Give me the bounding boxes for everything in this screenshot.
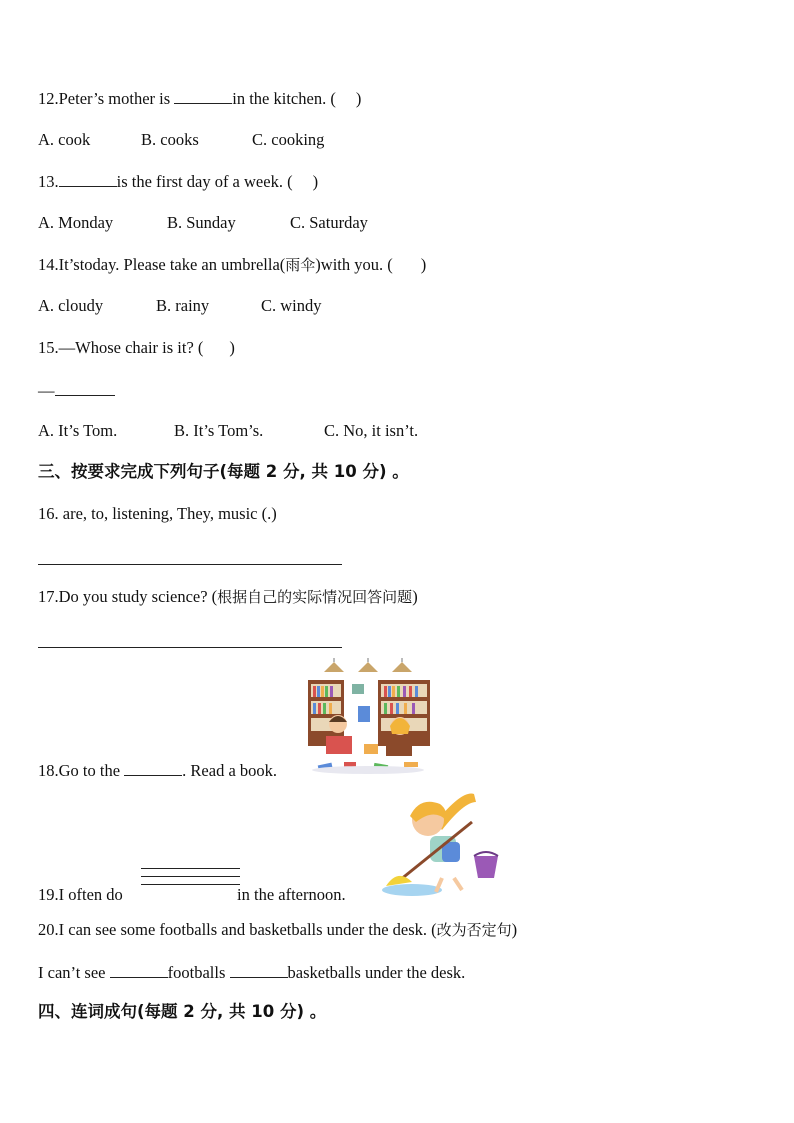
question-17 [38,587,418,607]
q17-close: ) [412,587,418,606]
q17-chinese: 根据自己的实际情况回答问题 [217,588,413,606]
q13-blank[interactable] [59,171,117,187]
q16-answer-line[interactable] [38,564,342,565]
q12-prefix: 12.Peter’s mother is [38,89,175,108]
question-15 [38,338,235,358]
q13-option-c[interactable]: C. Saturday [290,213,368,232]
q15-option-c[interactable]: C. No, it isn’t. [324,421,419,440]
q18-blank[interactable] [124,760,182,776]
question-12 [38,88,361,109]
section-3-title: 三、按要求完成下列句子(每题 2 分, 共 10 分) 。 [38,462,409,481]
mopping-girl-illustration [376,782,506,900]
q20-answer [38,962,465,983]
section-4-title: 四、连词成句(每题 2 分, 共 10 分) 。 [38,1002,327,1021]
q17-text: 17.Do you study science? ( [38,587,218,606]
q20-answer-prefix: I can’t see [38,963,110,982]
q14-close: ) [420,255,427,274]
q12-options [38,130,324,150]
q12-option-a[interactable]: A. cook [38,130,91,149]
question-16: 16. are, to, listening, They, music (.) [38,504,277,523]
q14-options [38,296,322,316]
q18-suffix: . Read a book. [182,761,278,780]
q14-option-c[interactable]: C. windy [261,296,322,315]
q13-options [38,213,368,233]
q20-blank-2[interactable] [230,962,288,978]
q19-suffix: in the afternoon. [232,885,346,904]
question-20 [38,920,517,940]
q14-chinese: 雨伞 [285,256,316,274]
q15-response [38,380,115,401]
q12-option-b[interactable]: B. cooks [141,130,199,149]
question-19 [38,885,346,905]
q15-blank[interactable] [55,380,115,396]
q14-suffix: )with you. ( [315,255,393,274]
library-illustration [304,658,434,776]
q20-close: ) [511,920,518,939]
q14-prefix: 14.It’stoday. Please take an umbrella( [38,255,286,274]
q12-suffix: in the kitchen. ( [232,89,336,108]
q15-close: ) [229,338,235,357]
q15-options [38,421,418,441]
q13-option-b[interactable]: B. Sunday [167,213,236,232]
question-14 [38,255,426,275]
q12-close: ) [355,89,362,108]
q15-prefix: 15.—Whose chair is it? ( [38,338,204,357]
q20-answer-suffix: basketballs under the desk. [287,963,466,982]
question-18 [38,760,277,781]
q20-answer-mid: footballs [167,963,230,982]
q13-prefix: 13. [38,172,59,191]
q14-option-a[interactable]: A. cloudy [38,296,104,315]
q20-text: 20.I can see some footballs and basketballs under the desk. ( [38,920,437,939]
q13-close: ) [312,172,319,191]
q15-option-b[interactable]: B. It’s Tom’s. [174,421,264,440]
q12-option-c[interactable]: C. cooking [252,130,325,149]
q20-chinese: 改为否定句 [436,921,512,939]
q18-prefix: 18.Go to the [38,761,125,780]
question-13 [38,171,318,192]
q20-blank-1[interactable] [110,962,168,978]
q14-option-b[interactable]: B. rainy [156,296,210,315]
q13-suffix: is the first day of a week. ( [116,172,293,191]
q17-answer-line[interactable] [38,647,342,648]
q19-prefix: 19.I often do [38,885,127,904]
q13-option-a[interactable]: A. Monday [38,213,114,232]
q15-dash: — [38,381,55,400]
q15-option-a[interactable]: A. It’s Tom. [38,421,118,440]
q12-blank[interactable] [174,88,232,104]
